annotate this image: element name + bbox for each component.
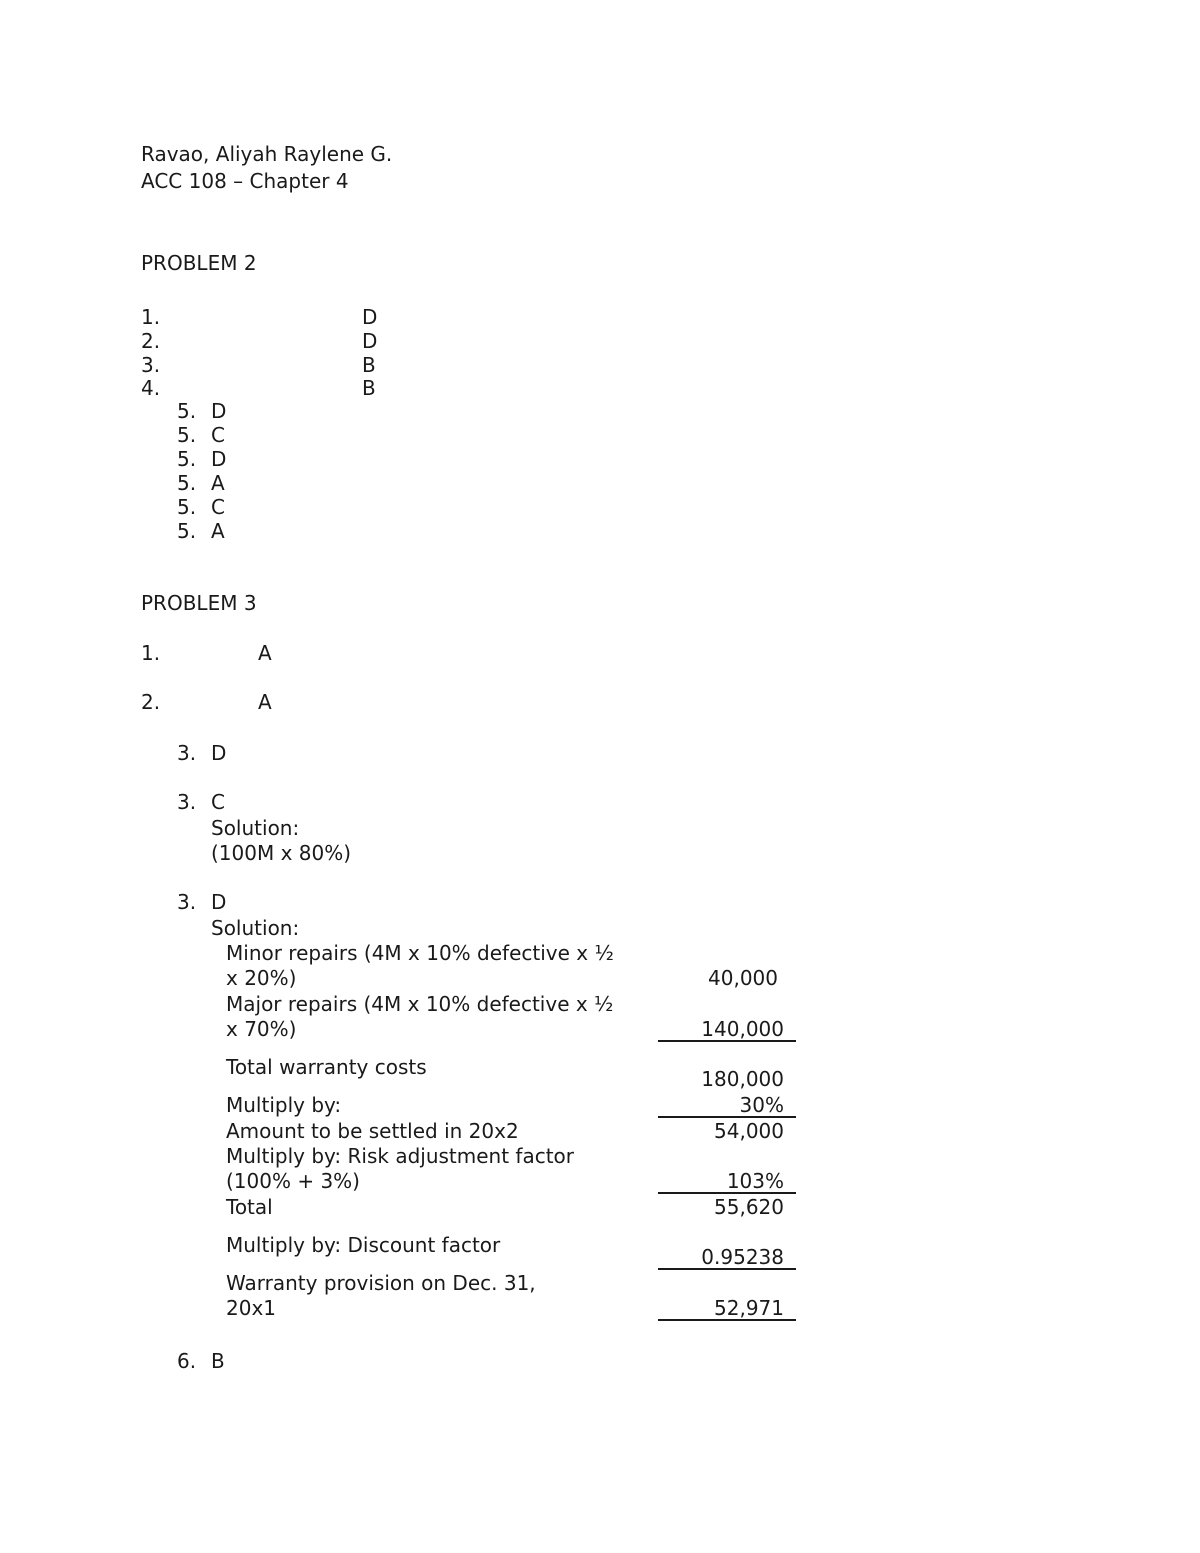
risk-adjustment-label-cont: (100% + 3%) [226,1169,360,1193]
discount-factor-label: Multiply by: Discount factor [226,1233,501,1257]
underline [658,1192,796,1194]
underline [658,1116,796,1118]
p3-item-answer: A [258,641,272,665]
solution-label: Solution: [211,816,300,840]
p3-item-number: 3. [177,790,197,814]
warranty-provision-label: Warranty provision on Dec. 31, [226,1271,536,1295]
p3-item-answer: C [211,790,225,814]
total-warranty-costs-label: Total warranty costs [226,1055,427,1079]
p2-item-number: 5. [177,519,197,543]
p2-item-number: 5. [177,447,197,471]
student-name: Ravao, Aliyah Raylene G. [141,142,393,166]
p3-item-number: 2. [141,690,161,714]
p2-item-number: 2. [141,329,161,353]
major-repairs-amount: 140,000 [701,1017,784,1041]
p3-item-number: 6. [177,1349,197,1373]
total-label: Total [226,1195,273,1219]
p3-item-answer: A [258,690,272,714]
discount-factor-amount: 0.95238 [701,1245,784,1269]
multiply-by-amount: 30% [739,1093,784,1117]
warranty-computation [226,941,796,1331]
minor-repairs-label-cont: x 20%) [226,966,297,990]
p2-item-answer: D [211,447,227,471]
p2-item-number: 5. [177,399,197,423]
p3-item-answer: D [211,890,227,914]
problem-3-title: PROBLEM 3 [141,591,257,615]
solution-label: Solution: [211,916,300,940]
major-repairs-label-cont: x 70%) [226,1017,297,1041]
p3-item-number: 3. [177,890,197,914]
problem-2-title: PROBLEM 2 [141,251,257,275]
amount-settled-label: Amount to be settled in 20x2 [226,1119,519,1143]
p3-item-number: 1. [141,641,161,665]
p2-item-answer: B [362,353,376,377]
p2-item-answer: D [211,399,227,423]
solution-text: (100M x 80%) [211,841,352,865]
major-repairs-label: Major repairs (4M x 10% defective x ½ [226,992,614,1016]
p2-item-number: 5. [177,471,197,495]
p2-item-number: 4. [141,376,161,400]
total-warranty-costs-amount: 180,000 [701,1067,784,1091]
underline [658,1319,796,1321]
underline [658,1040,796,1042]
risk-adjustment-label: Multiply by: Risk adjustment factor [226,1144,575,1168]
p2-item-number: 5. [177,423,197,447]
p2-item-answer: A [211,471,225,495]
p2-item-answer: C [211,495,225,519]
p2-item-answer: C [211,423,225,447]
total-amount: 55,620 [714,1195,784,1219]
warranty-provision-label-cont: 20x1 [226,1296,277,1320]
amount-settled-amount: 54,000 [714,1119,784,1143]
p2-item-answer: A [211,519,225,543]
underline [658,1268,796,1270]
risk-adjustment-amount: 103% [726,1169,784,1193]
p2-item-answer: D [362,305,378,329]
multiply-by-label: Multiply by: [226,1093,342,1117]
course-title: ACC 108 – Chapter 4 [141,169,349,193]
p3-item-number: 3. [177,741,197,765]
p2-item-number: 3. [141,353,161,377]
p2-item-number: 5. [177,495,197,519]
p3-item-answer: B [211,1349,225,1373]
p3-item-answer: D [211,741,227,765]
warranty-provision-amount: 52,971 [714,1296,784,1320]
p2-item-answer: B [362,376,376,400]
p2-item-answer: D [362,329,378,353]
minor-repairs-label: Minor repairs (4M x 10% defective x ½ [226,941,614,965]
p2-item-number: 1. [141,305,161,329]
minor-repairs-amount: 40,000 [708,966,778,990]
